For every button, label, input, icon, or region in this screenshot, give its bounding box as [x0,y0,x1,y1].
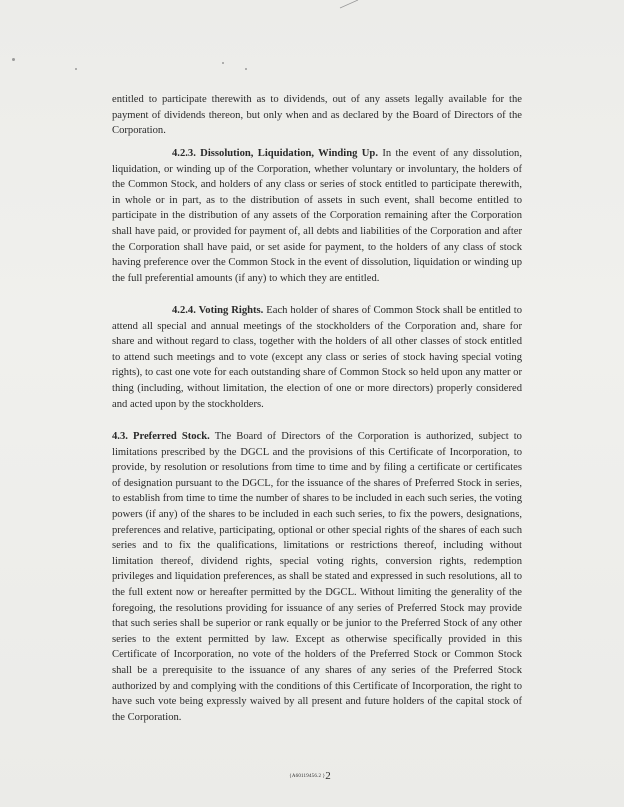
section-heading-4-2-3: 4.2.3. Dissolution, Liquidation, Winding Up. [172,148,378,159]
section-heading-4-2-4: 4.2.4. Voting Rights. [172,305,264,316]
paragraph-text: entitled to participate therewith as to dividends, out of any assets legally available for the payment of dividends thereon, but only when and as declared by the Board of Directors of the Corporation. [112,94,522,137]
paragraph-dissolution [112,146,522,286]
section-heading-4-3: 4.3. Preferred Stock. [112,431,210,442]
page-number: 2 [325,770,331,782]
scan-speck [12,58,15,61]
paragraph-text: In the event of any dissolution, liquidation, or winding up of the Corporation, whether voluntary or involuntary, the holders of the Common Stock, and holders of any class or series of stock entitled to participate therewith, in whole or in part, as to the distribution of assets in such event, shall become entitled to participate in the distribution of any assets of the Corporation remaining after the Corporation shall have paid, or provided for payment of, all debts and liabilities of the Corporation and after the Corporation shall have paid, or set aside for payment, to the holders of any class of stock having preference over the Common Stock in the event of dissolution, liquidation or winding up the full preferential amounts (if any) to which they are entitled. [112,148,523,284]
document-code: {A60119456.2 } [289,773,326,779]
paragraph-voting-rights [112,303,522,412]
paragraph-preferred-stock [112,429,522,725]
scan-speck [222,62,224,64]
scan-speck [245,68,247,70]
scan-speck [75,68,77,70]
page-footer [250,770,370,782]
scan-mark-line [300,0,360,22]
paragraph-text: Each holder of shares of Common Stock shall be entitled to attend all special and annual meetings of the stockholders of the Corporation and, share for share and without regard to class, together with the holders of all other classes of stock entitled to attend such meetings and to vote (except any class or series of stock having special voting rights), to cast one vote for each outstanding share of Common Stock so held upon any matter or thing (including, without limitation, the election of one or more directors) properly considered and acted upon by the stockholders. [112,305,522,410]
paragraph-dividends-continued [112,92,522,139]
paragraph-text: The Board of Directors of the Corporation is authorized, subject to limitations prescribed by the DGCL and the provisions of this Certificate of Incorporation, to provide, by resolution or resolutions from time to time and by filing a certificate or certificates of designation pursuant to the DGCL, for the issuance of the shares of Preferred Stock in series, to establish from time to time the number of shares to be included in each such series, the voting powers (if any) of the shares to be included in each such series, to fix the powers, designations, preferences and relative, participating, optional or other special rights of the shares of each such series and to fix the qualifications, limitations or restrictions thereof, including without limitation thereof, dividend rights, special voting rights, conversion rights, redemption privileges and liquidation preferences, as shall be stated and expressed in such resolutions, all to the full extent now or hereafter permitted by the DGCL. Without limiting the generality of the foregoing, the resolutions providing for issuance of any series of Preferred Stock may provide that such series shall be superior or rank equally or be junior to the Preferred Stock of any other series to the extent permitted by law. Except as otherwise specifically provided in this Certificate of Incorporation, no vote of the holders of the Preferred Stock or Common Stock shall be a prerequisite to the issuance of any shares of any series of the Preferred Stock authorized by and complying with the conditions of this Certificate of Incorporation, the right to have such vote being expressly waived by all present and future holders of the capital stock of the Corporation. [112,431,522,723]
